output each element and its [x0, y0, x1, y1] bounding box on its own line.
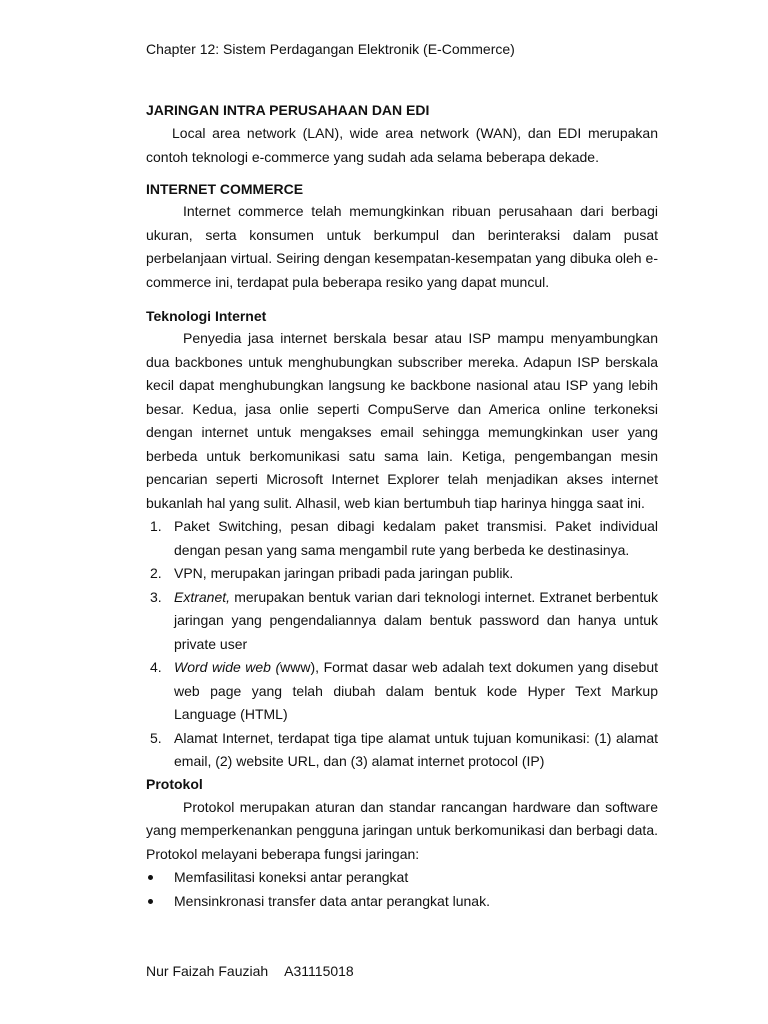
list-item-text: Memfasilitasi koneksi antar perangkat: [174, 869, 409, 885]
list-item: [146, 586, 658, 657]
paragraph-jaringan-intra: Local area network (LAN), wide area network (WAN), dan EDI merupakan contoh teknologi e-commerce yang sudah ada selama beberapa dekade.: [146, 125, 658, 165]
list-item: [146, 866, 658, 890]
document-page: [146, 0, 658, 1024]
author-name: Nur Faizah Fauziah: [146, 963, 269, 979]
bullet-icon: [148, 899, 153, 904]
bullet-list-protokol: [146, 866, 658, 913]
list-number: 3.: [150, 588, 162, 605]
list-item-text: Mensinkronasi transfer data antar perangkat lunak.: [174, 892, 490, 909]
heading-teknologi-internet: Teknologi Internet: [146, 308, 267, 324]
chapter-title: Chapter 12: Sistem Perdagangan Elektronik (E-Commerce): [146, 41, 515, 57]
list-number: 5.: [150, 729, 162, 746]
list-item-text: VPN, merupakan jaringan pribadi pada jaringan publik.: [174, 565, 514, 581]
list-item-text: Paket Switching, pesan dibagi kedalam paket transmisi. Paket individual dengan pesan yang sama mengambil rute yang berbeda ke destinasinya.: [174, 518, 658, 558]
page-footer: [146, 963, 354, 979]
list-number: 4.: [150, 659, 162, 675]
list-item: [146, 515, 658, 562]
paragraph-protokol: Protokol merupakan aturan dan standar rancangan hardware dan software yang memperkenankan pengguna jaringan untuk berkomunikasi dan berbagi data. Protokol melayani beberapa fungsi jaringan:: [146, 798, 658, 862]
heading-protokol: Protokol: [146, 775, 203, 792]
paragraph-internet-commerce: Internet commerce telah memungkinkan ribuan perusahaan dari berbagi ukuran, serta konsumen untuk berkumpul dan berinteraksi dalam pusat perbelanjaan virtual. Seiring dengan kesempatan-kesempatan yang dibuka oleh e-commerce ini, terdapat pula beberapa resiko yang dapat muncul.: [146, 203, 658, 290]
heading-jaringan-intra: JARINGAN INTRA PERUSAHAAN DAN EDI: [146, 102, 430, 118]
list-item-italic: Word wide web (: [174, 659, 281, 675]
list-item: [146, 890, 658, 914]
list-number: 2.: [150, 565, 162, 581]
heading-internet-commerce: INTERNET COMMERCE: [146, 181, 304, 197]
paragraph-teknologi-internet: Penyedia jasa internet berskala besar atau ISP mampu menyambungkan dua backbones untuk menghubungkan subscriber mereka. Adapun ISP berskala kecil dapat menghubungkan langsung ke backbone nasional atau ISP yang lebih besar. Kedua, jasa onlie seperti CompuServe dan America online terkoneksi dengan internet untuk mengakses email sehingga memungkinkan user yang berbeda untuk berkomunikasi satu sama lain. Ketiga, pengembangan mesin pencarian seperti Microsoft Internet Explorer telah menjadikan akses internet bukanlah hal yang sulit. Alhasil, web kian bertumbuh tiap harinya hingga saat ini.: [146, 330, 658, 511]
page-header: [146, 41, 515, 57]
numbered-list-teknologi: [146, 515, 658, 774]
list-number: 1.: [150, 518, 162, 534]
list-item-italic: Extranet,: [174, 588, 231, 605]
list-item-text: Alamat Internet, terdapat tiga tipe alamat untuk tujuan komunikasi: (1) alamat email, (2) website URL, dan (3) alamat internet protocol (IP): [174, 729, 658, 769]
bullet-icon: [148, 875, 153, 880]
list-item: [146, 562, 658, 586]
student-id: A31115018: [284, 963, 354, 979]
list-item-text: www), Format dasar web adalah text dokumen yang disebut web page yang telah diubah dalam bentuk kode Hyper Text Markup Language (HTML): [174, 659, 658, 722]
list-item: [146, 656, 658, 727]
list-item-text: merupakan bentuk varian dari teknologi internet. Extranet berbentuk jaringan yang pengendaliannya dalam bentuk password dan hanya untuk private user: [174, 588, 658, 652]
list-item: [146, 727, 658, 774]
document-body: [146, 100, 658, 913]
